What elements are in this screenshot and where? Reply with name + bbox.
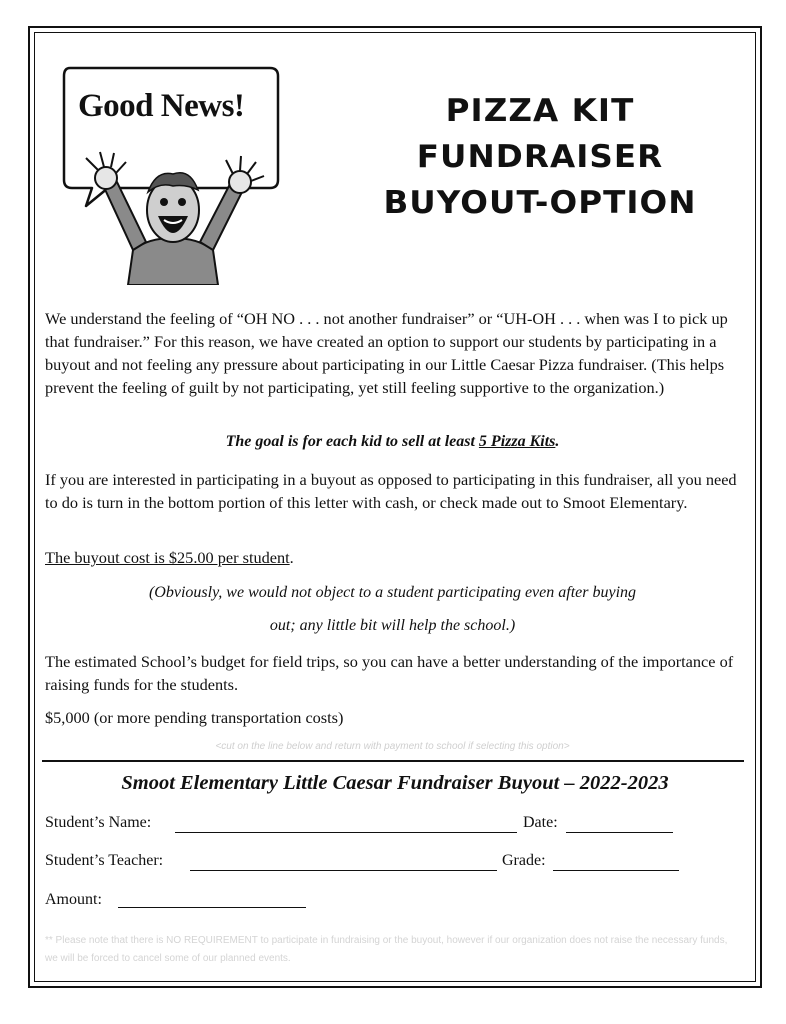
budget-paragraph: The estimated School’s budget for field trips, so you can have a better understanding of the importance of raising funds for the students.	[45, 652, 734, 694]
cut-line	[42, 760, 744, 762]
buyout-cost-end: .	[289, 548, 294, 567]
goal-emphasis: 5 Pizza Kits	[478, 433, 556, 450]
goal-end: .	[555, 433, 560, 450]
page-title	[341, 88, 740, 226]
amount-field[interactable]	[118, 907, 306, 908]
title-line-3: BUYOUT-OPTION	[383, 185, 697, 221]
slip-title: Smoot Elementary Little Caesar Fundraiser Buyout – 2022-2023	[121, 772, 669, 794]
buyout-cost-text: The buyout cost is $25.00 per student	[45, 548, 290, 567]
amount-label: Amount:	[45, 891, 102, 908]
grade-field[interactable]	[553, 870, 679, 871]
fine-print-note: ** Please note that there is NO REQUIREMENT to participate in fundraising or the buyout, however if our organization does not raise the necessary funds, we will be forced to cancel some of our planned events.	[45, 935, 728, 964]
student-name-field[interactable]	[175, 832, 517, 833]
teacher-label: Student’s Teacher:	[45, 852, 164, 869]
date-label: Date:	[523, 814, 558, 831]
obviously-line-2: out; any little bit will help the school.)	[269, 617, 516, 634]
title-line-2: FUNDRAISER	[416, 139, 664, 175]
title-line-1: PIZZA KIT	[445, 93, 635, 129]
cut-line-note: <cut on the line below and return with payment to school if selecting this option>	[215, 741, 570, 752]
cheering-kid-icon	[78, 150, 268, 285]
goal-lead: The goal is for each kid to sell at least	[225, 433, 479, 450]
date-field[interactable]	[566, 832, 673, 833]
budget-amount: $5,000 (or more pending transportation costs)	[45, 708, 344, 727]
instructions-paragraph: If you are interested in participating in a buyout as opposed to participating in this fundraiser, all you need to do is turn in the bottom portion of this letter with cash, or check made out to Smoot Elementary.	[45, 470, 737, 512]
teacher-field[interactable]	[190, 870, 497, 871]
good-news-text: Good News!	[78, 88, 245, 124]
student-name-label: Student’s Name:	[45, 814, 152, 831]
goal-statement	[45, 433, 740, 451]
intro-paragraph: We understand the feeling of “OH NO . . . not another fundraiser” or “UH-OH . . . when was I to pick up that fundraiser.” For this reason, we have created an option to support our students by participating in a buyout and not feeling any pressure about participating in our Little Caesar Pizza fundraiser. (This helps prevent the feeling of guilt by not participating, yet still feeling supportive to the organization.)	[45, 309, 728, 397]
grade-label: Grade:	[502, 852, 546, 869]
buyout-cost	[45, 548, 294, 568]
obviously-line-1: (Obviously, we would not object to a student participating even after buying	[148, 584, 637, 601]
